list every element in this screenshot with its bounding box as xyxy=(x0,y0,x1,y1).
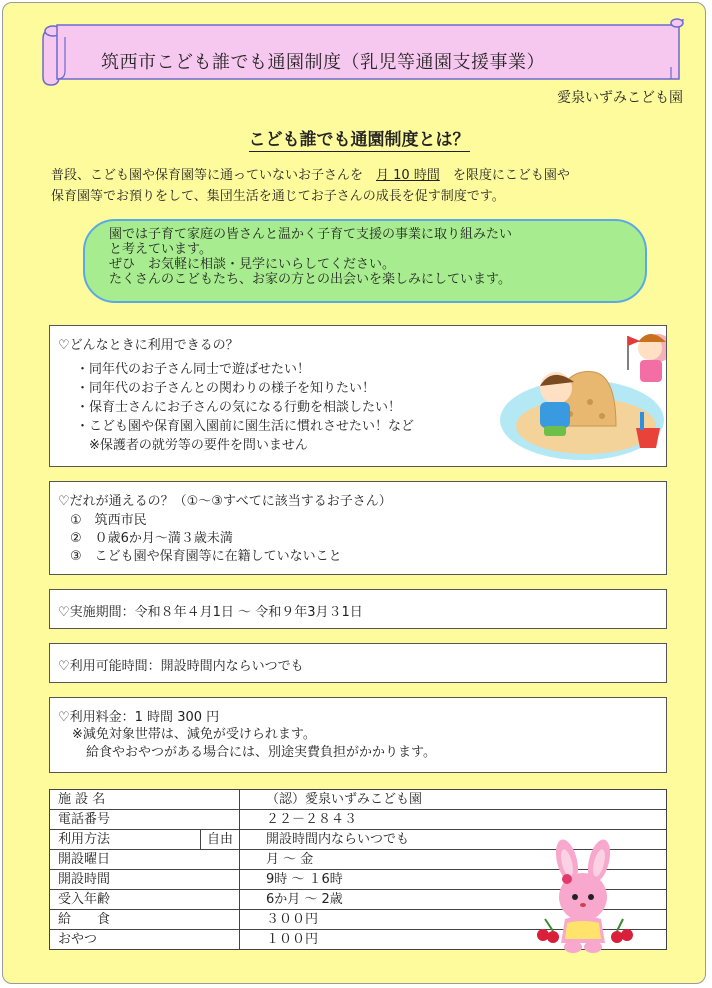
row-value: １００円 xyxy=(240,930,667,950)
eligibility-list xyxy=(70,512,342,566)
organization-name: 愛泉いずみこども園 xyxy=(557,90,683,106)
row-label: 利用方法 xyxy=(50,830,201,850)
page-title: 筑西市こども誰でも通園制度（乳児等通園支援事業） xyxy=(101,52,545,73)
fee-box xyxy=(49,697,667,773)
usage-cases-box xyxy=(49,325,667,467)
list-item: ② ０歳6か月～満３歳未満 xyxy=(70,531,233,546)
table-row xyxy=(50,790,667,810)
list-item: ・同年代のお子さんとの関わりの様子を知りたい！ xyxy=(76,381,376,396)
usage-cases-list xyxy=(76,360,414,455)
bunny-mascot-illustration xyxy=(531,839,643,957)
kids-sandbox-illustration xyxy=(490,326,666,466)
hours-text: ♡利用可能時間：開設時間内ならいつでも xyxy=(58,659,304,674)
table-row xyxy=(50,810,667,830)
row-value: 9時 ～ １6時 xyxy=(240,870,667,890)
row-label: 施 設 名 xyxy=(50,790,240,810)
list-item: ① 筑西市民 xyxy=(70,513,147,528)
row-value: （認）愛泉いずみこども園 xyxy=(240,790,667,810)
flyer-page xyxy=(2,2,706,984)
row-label: 給 食 xyxy=(50,910,240,930)
eligibility-box xyxy=(49,481,667,575)
message-bubble: 園では子育て家庭の皆さんと温かく子育て支援の事業に取り組みたい と考えています。 ぜひ お気軽に相談・見学にいらしてください。 たくさんのこどもたち、お家の方との出会いを楽しみにしています。 xyxy=(83,219,647,303)
list-item: ※保護者の就労等の要件を問いません xyxy=(76,438,308,453)
period-text: ♡実施期間：令和８年４月1日 ～ 令和９年3月３1日 xyxy=(58,605,363,620)
row-label: 開設時間 xyxy=(50,870,240,890)
row-value: 月 ～ 金 xyxy=(240,850,667,870)
row-value: 6か月 ～ 2歳 xyxy=(240,890,667,910)
list-item: ・こども園や保育園入園前に園生活に慣れさせたい！など xyxy=(76,419,415,434)
row-label: 開設曜日 xyxy=(50,850,240,870)
section-title: こども誰でも通園制度とは？ xyxy=(248,130,470,150)
title-banner xyxy=(39,17,685,87)
intro-text: 普段、こども園や保育園等に通っていないお子さんを 月 10 時間 を限度にこども園や 保育園等でお預りをして、集団生活を通じてお子さんの成長を促す制度です。 xyxy=(51,168,570,204)
row-sub-label: 自由 xyxy=(201,830,240,850)
eligibility-heading: ♡だれが通えるの？（①～③すべてに該当するお子さん） xyxy=(58,494,392,509)
hours-box xyxy=(49,643,667,683)
fee-notes xyxy=(72,726,436,762)
list-item: ・保育士さんにお子さんの気になる行動を相談したい！ xyxy=(76,400,402,415)
fee-note: ※減免対象世帯は、減免が受けられます。 xyxy=(72,727,316,742)
monthly-limit: 月 10 時間 xyxy=(376,168,440,183)
fee-note: 給食やおやつがある場合には、別途実費負担がかかります。 xyxy=(86,745,436,760)
usage-cases-heading: ♡どんなときに利用できるの？ xyxy=(58,338,239,353)
row-label: おやつ xyxy=(50,930,240,950)
list-item: ・同年代のお子さん同士で遊ばせたい！ xyxy=(76,362,311,377)
row-label: 受入年齢 xyxy=(50,890,240,910)
row-label: 電話番号 xyxy=(50,810,240,830)
row-value: ２２－２８４３ xyxy=(240,810,667,830)
period-box xyxy=(49,589,667,629)
row-value: 開設時間内ならいつでも xyxy=(240,830,667,850)
row-value: ３００円 xyxy=(240,910,667,930)
list-item: ③ こども園や保育園等に在籍していないこと xyxy=(70,549,342,564)
fee-heading: ♡利用料金：1 時間 300 円 xyxy=(58,710,220,725)
